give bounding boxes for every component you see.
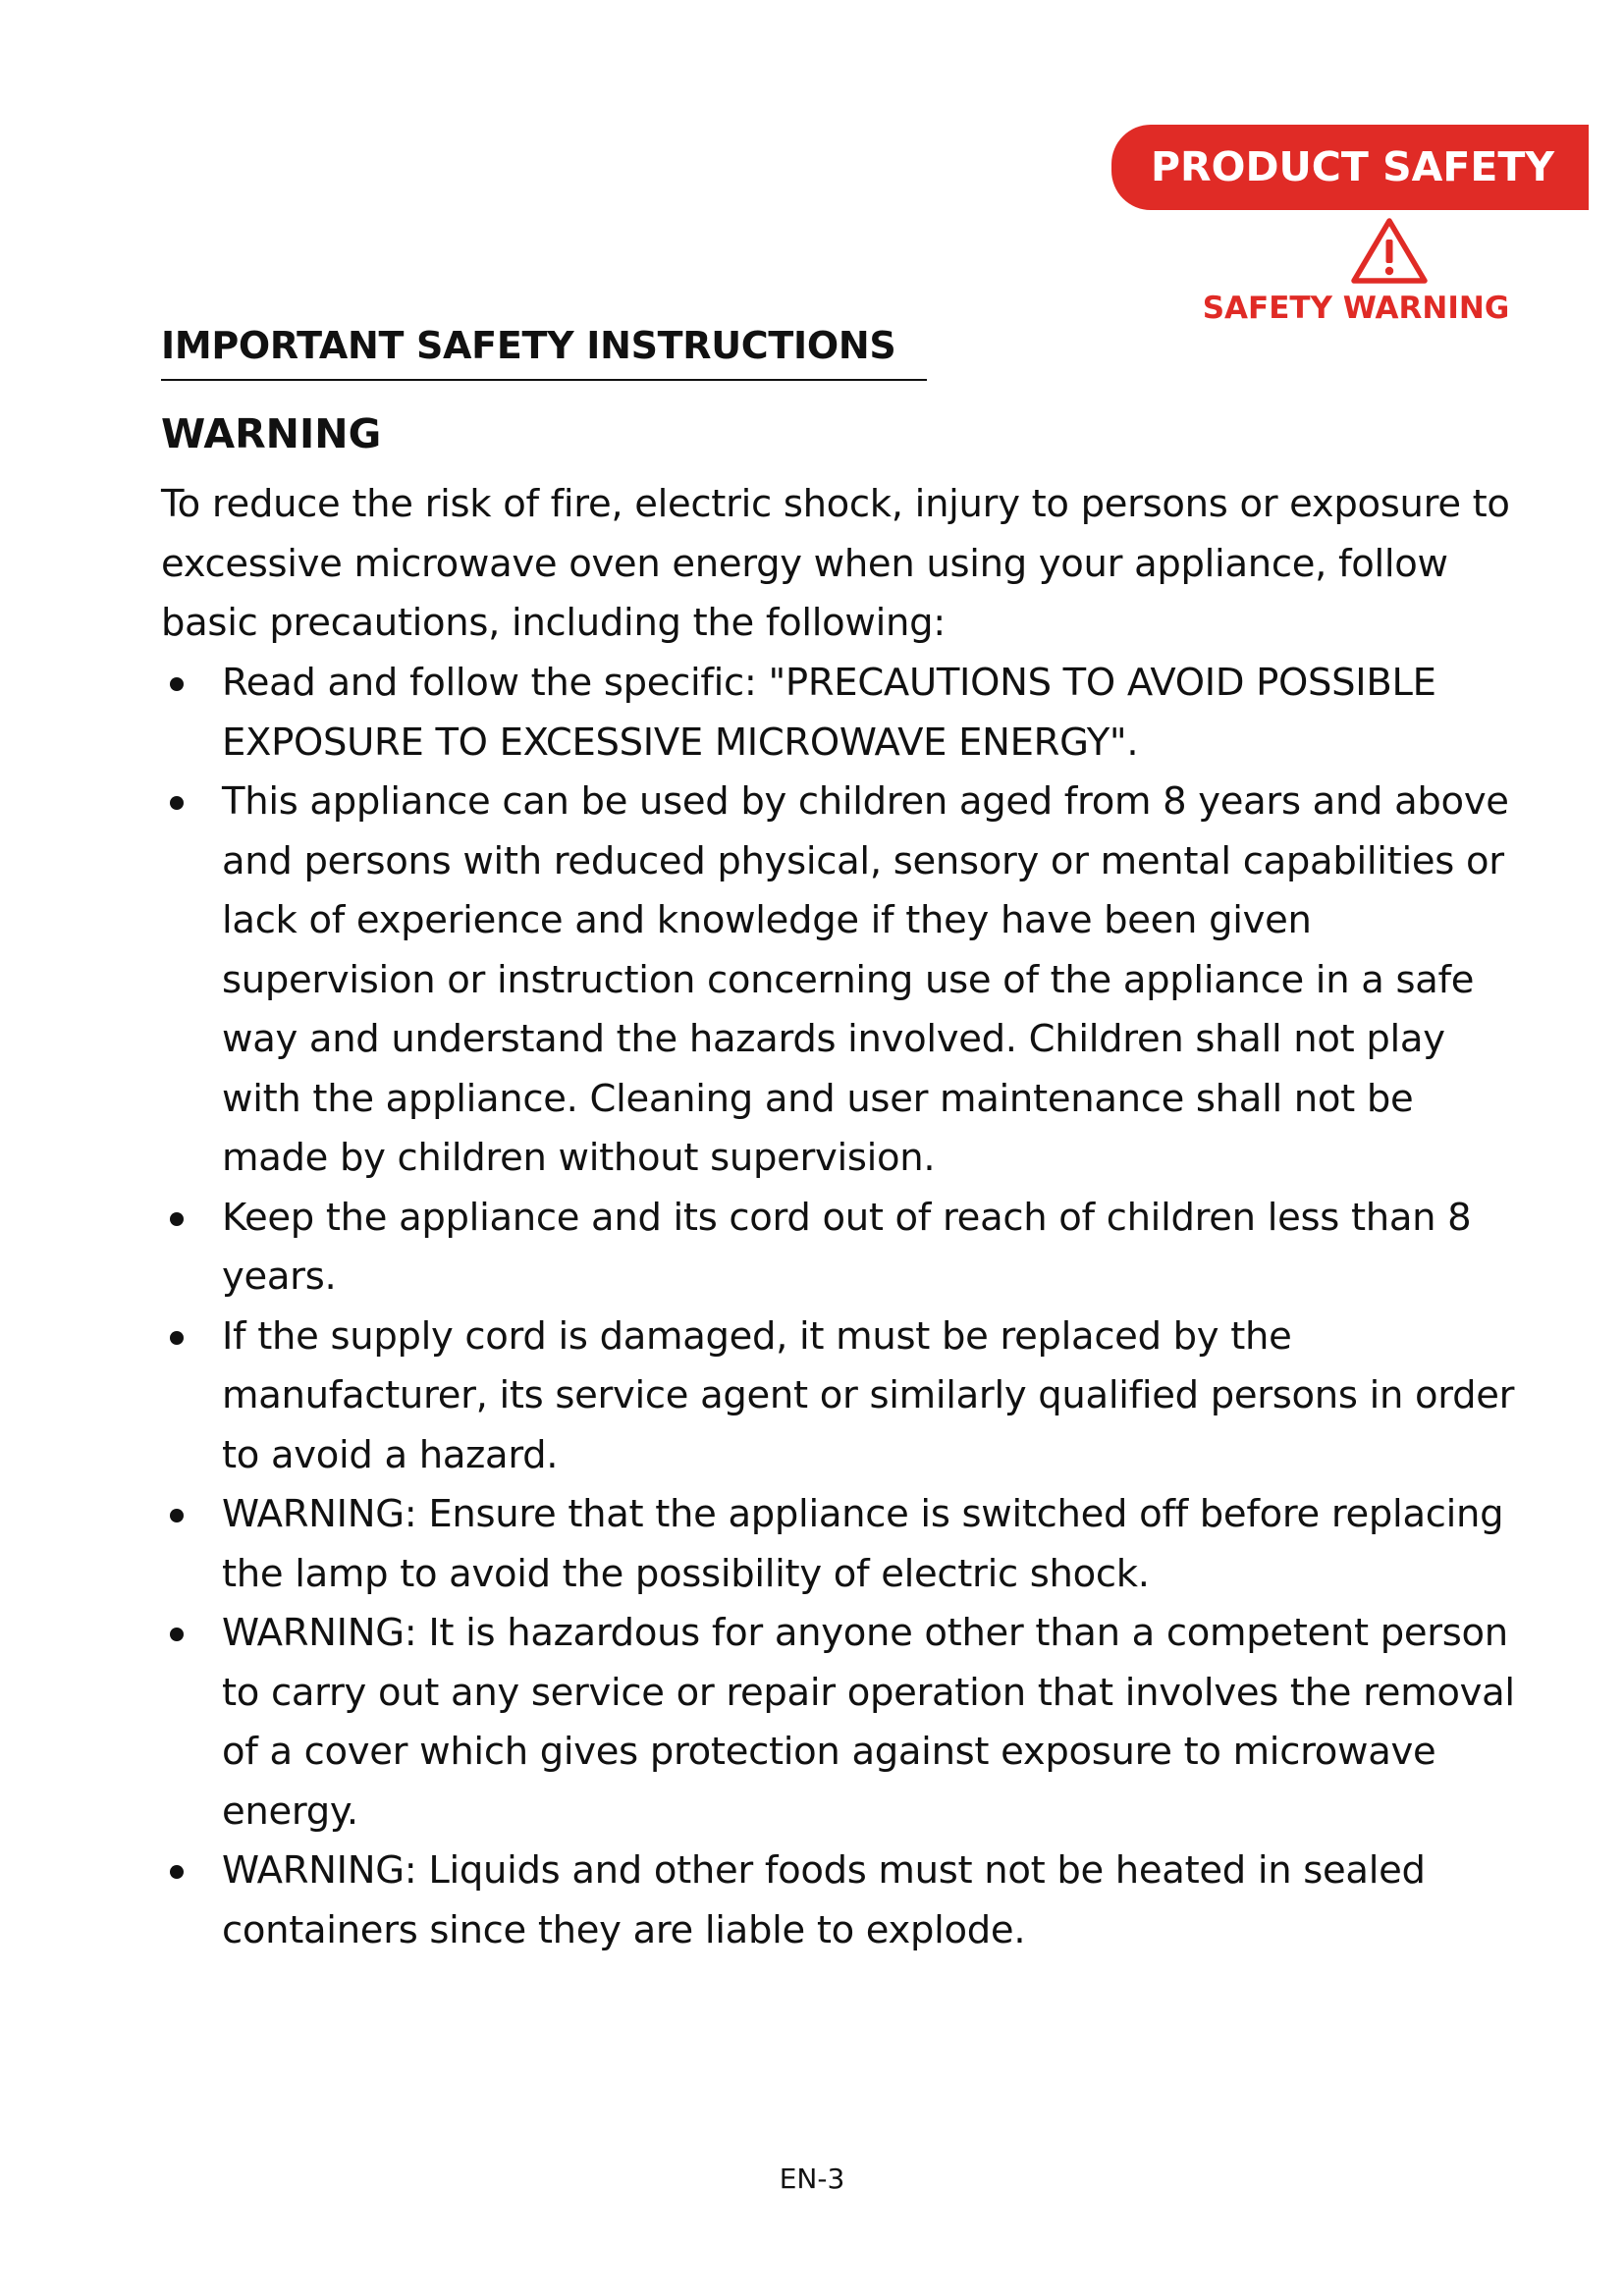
bullet-icon [170, 1628, 184, 1641]
bullet-icon [170, 1865, 184, 1879]
list-item-text: If the supply cord is damaged, it must be replaced by the manufacturer, its service agent or similarly qualified persons in order to avoid a hazard. [222, 1313, 1515, 1477]
page-title: IMPORTANT SAFETY INSTRUCTIONS [161, 324, 896, 367]
list-item [161, 1485, 1526, 1604]
bullet-icon [170, 677, 184, 691]
list-item-text: WARNING: It is hazardous for anyone other than a competent person to carry out any service or repair operation that involves the removal of a cover which gives protection against exposure to microwave energy. [222, 1611, 1515, 1834]
list-item-text: Read and follow the specific: "PRECAUTIONS TO AVOID POSSIBLE EXPOSURE TO EXCESSIVE MICROWAVE ENERGY". [222, 661, 1436, 765]
list-item-text: Keep the appliance and its cord out of reach of children less than 8 years. [222, 1195, 1472, 1299]
list-item-text: This appliance can be used by children aged from 8 years and above and persons with reduced physical, sensory or mental capabilities or lack of experience and knowledge if they have been given supervision or instruction concerning use of the appliance in a safe way and understand the hazards involved. Children shall not play with the appliance. Cleaning and user maintenance shall not be made by children without supervision. [222, 779, 1509, 1180]
safety-instruction-list [161, 654, 1526, 1960]
list-item [161, 1308, 1526, 1486]
intro-paragraph: To reduce the risk of fire, electric shock, injury to persons or exposure to excessive microwave oven energy when using your appliance, follow basic precautions, including the following: [161, 482, 1510, 645]
safety-warning-label: SAFETY WARNING [1202, 291, 1510, 326]
bullet-icon [170, 1331, 184, 1345]
list-item [161, 1604, 1526, 1842]
bullet-icon [170, 1509, 184, 1522]
section-tab-product-safety: PRODUCT SAFETY [1111, 125, 1589, 210]
list-item [161, 773, 1526, 1189]
list-item [161, 1842, 1526, 1960]
bullet-icon [170, 1212, 184, 1226]
heading-underline [161, 379, 927, 381]
page-number: EN-3 [779, 2163, 845, 2195]
list-item [161, 654, 1526, 773]
list-item-text: WARNING: Liquids and other foods must not be heated in sealed containers since they are liable to explode. [222, 1848, 1426, 1952]
warning-triangle-icon [1350, 216, 1429, 285]
list-item [161, 1189, 1526, 1308]
list-item-text: WARNING: Ensure that the appliance is switched off before replacing the lamp to avoid the possibility of electric shock. [222, 1492, 1504, 1596]
warning-subheading: WARNING [161, 410, 382, 457]
bullet-icon [170, 796, 184, 810]
